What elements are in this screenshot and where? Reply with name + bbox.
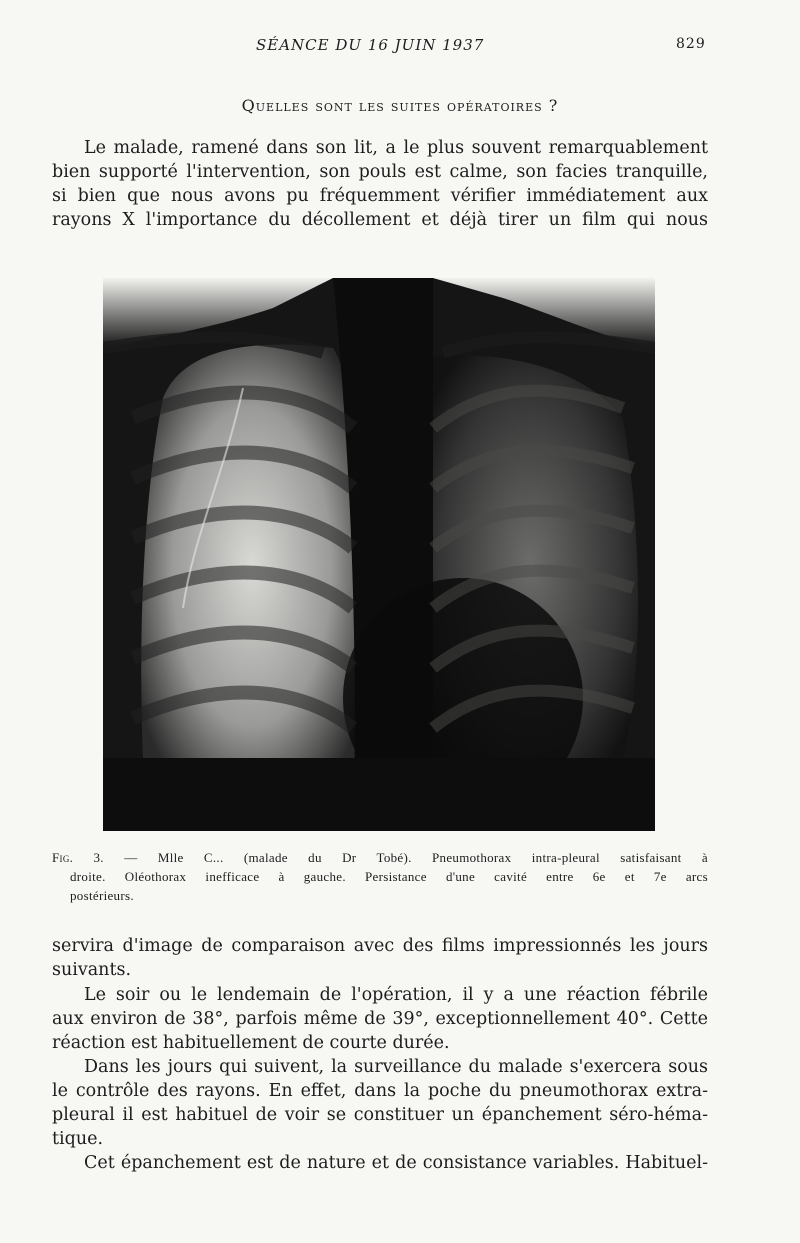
text-line: suivants.: [52, 960, 132, 980]
paragraph-surveillance: [52, 1055, 708, 1151]
paragraph-fever: [52, 983, 708, 1055]
text-line: servira d'image de comparaison avec des films impressionnés les jours: [52, 936, 708, 956]
caption-label: Fig. 3.: [52, 850, 104, 865]
text-line: rayons X l'importance du décollement et déjà tirer un film qui nous: [52, 210, 708, 230]
text-line: Dans les jours qui suivent, la surveillance du malade s'exercera sous: [84, 1057, 708, 1077]
chest-xray-figure: [103, 278, 655, 831]
section-heading: Quelles sont les suites opératoires ?: [241, 96, 559, 115]
text-line: Le malade, ramené dans son lit, a le plus souvent remarquablement: [84, 138, 708, 158]
caption-line: postérieurs.: [70, 888, 134, 903]
text-line: Le soir ou le lendemain de l'opération, il y a une réaction fébrile: [84, 985, 708, 1005]
text-line: si bien que nous avons pu fréquemment vérifier immédiatement aux: [52, 186, 708, 206]
caption-line: droite. Oléothorax inefficace à gauche. Persistance d'une cavité entre 6e et 7e arcs: [70, 869, 708, 884]
paragraph-effusion: [52, 1151, 708, 1175]
text-line: pleural il est habituel de voir se constituer un épanchement séro-héma-: [52, 1105, 708, 1125]
text-line: réaction est habituellement de courte durée.: [52, 1033, 450, 1053]
running-title: SÉANCE DU 16 JUIN 1937: [256, 36, 485, 54]
text-line: aux environ de 38°, parfois même de 39°, exceptionnellement 40°. Cette: [52, 1009, 708, 1029]
caption-line: [52, 848, 708, 867]
text-line: Cet épanchement est de nature et de consistance variables. Habituel-: [84, 1153, 708, 1173]
text-line: tique.: [52, 1129, 104, 1149]
running-head: [0, 36, 800, 60]
caption-text: — Mlle C... (malade du Dr Tobé). Pneumothorax intra-pleural satisfaisant à: [124, 850, 708, 865]
text-line: le contrôle des rayons. En effet, dans la poche du pneumothorax extra-: [52, 1081, 708, 1101]
page-number: 829: [676, 36, 706, 52]
text-line: bien supporté l'intervention, son pouls est calme, son facies tranquille,: [52, 162, 708, 182]
figure-caption: [52, 848, 708, 905]
paragraph-intro: [52, 136, 708, 232]
paragraph-continuation: [52, 934, 708, 982]
chest-xray-image: [103, 278, 655, 831]
